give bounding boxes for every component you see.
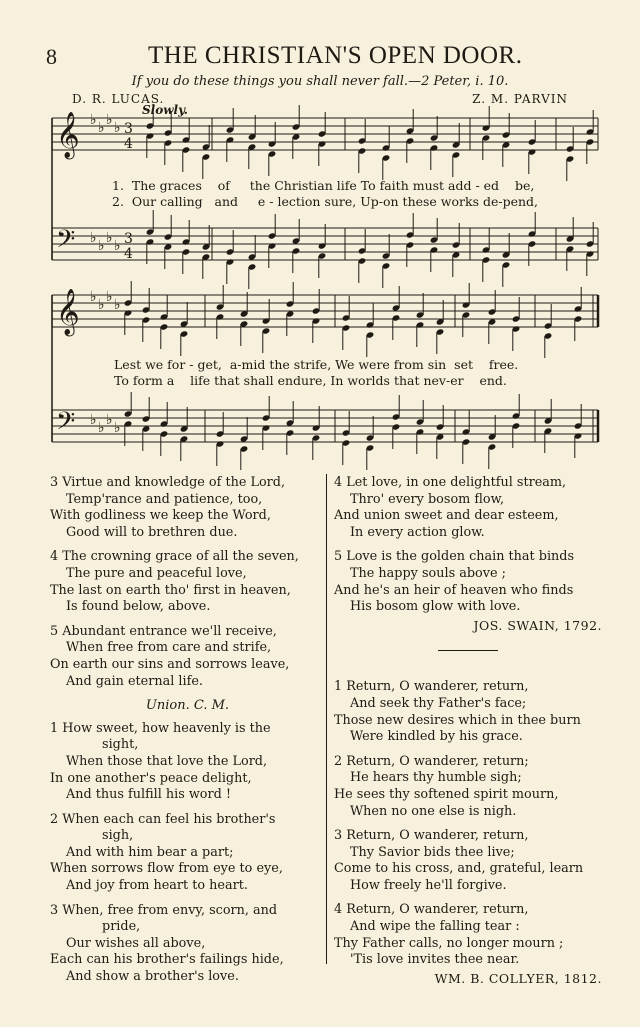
flat-icon: ♭ xyxy=(114,297,121,313)
verse-line: Good will to brethren due. xyxy=(66,524,238,540)
verse-line: The last on earth tho' first in heaven, xyxy=(50,582,291,598)
right-column xyxy=(334,475,602,987)
union-stanza-2 xyxy=(50,812,325,895)
verse-line: 5 Love is the golden chain that binds xyxy=(334,549,575,565)
flat-icon: ♭ xyxy=(90,412,97,428)
verse-line: 1 Return, O wanderer, return, xyxy=(334,679,529,695)
verse-line: In one another's peace delight, xyxy=(50,770,252,786)
verse-line: When no one else is nigh. xyxy=(350,803,517,819)
verse-line: In every action glow. xyxy=(350,524,485,540)
verse-line: 4 The crowning grace of all the seven, xyxy=(50,549,299,565)
verse-line: And joy from heart to heart. xyxy=(66,878,248,894)
verse-line: 3 Return, O wanderer, return, xyxy=(334,828,529,844)
verse-line: How freely he'll forgive. xyxy=(350,877,507,893)
stanza-5-right xyxy=(334,549,602,615)
verse-line: 4 Let love, in one delightful stream, xyxy=(334,475,567,490)
time-sig-bottom: 4 xyxy=(124,246,133,262)
verse-line: Temp'rance and patience, too, xyxy=(66,491,263,507)
verse-line: When free from care and strife, xyxy=(66,640,272,656)
flat-icon: ♭ xyxy=(106,112,113,128)
treble-clef-icon: 𝄞 xyxy=(56,289,80,335)
verse-line: Come to his cross, and, grateful, learn xyxy=(334,861,584,877)
flat-icon: ♭ xyxy=(98,238,105,254)
system1-verse1-lyric: 1. The graces of the Christian life To faith must add - ed be, xyxy=(112,178,535,193)
flat-icon: ♭ xyxy=(90,112,97,128)
verse-line: And thus fulfill his word ! xyxy=(66,787,232,803)
flat-icon: ♭ xyxy=(90,289,97,305)
verse-line: 3 Virtue and knowledge of the Lord, xyxy=(50,475,286,490)
flat-icon: ♭ xyxy=(114,120,121,136)
flat-icon: ♭ xyxy=(98,120,105,136)
bass-clef-icon: 𝄢 xyxy=(56,407,76,442)
music-score xyxy=(0,0,640,470)
column-divider xyxy=(326,474,327,964)
verse-line: And with him bear a part; xyxy=(66,844,234,860)
union-stanza-1 xyxy=(50,721,325,804)
verse-line: sight, xyxy=(102,737,139,753)
verse-line: Thy Savior bids thee live; xyxy=(350,844,515,860)
verse-line: 2 Return, O wanderer, return; xyxy=(334,753,529,769)
return-stanza-2 xyxy=(334,754,602,820)
left-column xyxy=(50,475,325,994)
flat-icon: ♭ xyxy=(106,230,113,246)
flat-icon: ♭ xyxy=(98,420,105,436)
union-title: Union. C. M. xyxy=(145,698,230,714)
system2-verse1-lyric: Lest we for - get, a-mid the strife, We were from sin set free. xyxy=(114,357,519,372)
verse-line: The pure and peaceful love, xyxy=(66,565,247,581)
attribution-collyer: WM. B. COLLYER, 1812. xyxy=(434,970,602,986)
verse-line: He hears thy humble sigh; xyxy=(350,770,522,786)
verse-line: On earth our sins and sorrows leave, xyxy=(50,656,290,672)
verse-line: And union sweet and dear esteem, xyxy=(334,508,559,524)
verse-line: And wipe the falling tear : xyxy=(350,919,520,935)
verse-line: The happy souls above ; xyxy=(350,565,506,581)
verse-line: When sorrows flow from eye to eye, xyxy=(50,861,283,877)
verse-line: pride, xyxy=(102,919,141,935)
flat-icon: ♭ xyxy=(106,289,113,305)
stanza-5 xyxy=(50,624,325,690)
return-stanza-4 xyxy=(334,902,602,968)
treble-clef-icon: 𝄞 xyxy=(56,112,80,158)
verse-line: Each can his brother's failings hide, xyxy=(50,952,284,968)
verse-line: 2 When each can feel his brother's xyxy=(50,811,276,827)
verse-line: sigh, xyxy=(102,828,134,844)
verse-line: And seek thy Father's face; xyxy=(350,695,527,711)
verse-line: Those new desires which in thee burn xyxy=(334,712,581,728)
flat-icon: ♭ xyxy=(114,238,121,254)
return-stanza-3 xyxy=(334,828,602,894)
verse-line: When those that love the Lord, xyxy=(66,753,268,769)
flat-icon: ♭ xyxy=(90,230,97,246)
stanza-4-right xyxy=(334,475,602,541)
verse-line: He sees thy softened spirit mourn, xyxy=(334,786,559,802)
time-sig-bottom: 4 xyxy=(124,136,133,152)
flat-icon: ♭ xyxy=(106,412,113,428)
flat-icon: ♭ xyxy=(98,297,105,313)
verse-line: Were kindled by his grace. xyxy=(350,729,523,745)
verse-line: 4 Return, O wanderer, return, xyxy=(334,902,529,918)
verse-line: Thy Father calls, no longer mourn ; xyxy=(334,935,564,951)
verse-line: 1 How sweet, how heavenly is the xyxy=(50,720,271,736)
hymn-title: THE CHRISTIAN'S OPEN DOOR. xyxy=(148,42,523,69)
verse-line: And show a brother's love. xyxy=(66,969,239,985)
composer-credit: D. R. LUCAS. xyxy=(72,92,165,106)
verse-line: Our wishes all above, xyxy=(66,935,206,951)
arranger-credit: Z. M. PARVIN xyxy=(472,92,568,106)
verse-line: And gain eternal life. xyxy=(66,673,203,689)
union-stanza-3 xyxy=(50,903,325,986)
section-divider xyxy=(438,650,498,651)
verse-line: Is found below, above. xyxy=(66,599,211,615)
tempo-marking: Slowly. xyxy=(142,103,188,117)
page-number: 8 xyxy=(46,44,57,69)
system2-verse2-lyric: To form a life that shall endure, In worlds that nev-er end. xyxy=(114,373,507,388)
flat-icon: ♭ xyxy=(114,420,121,436)
bass-clef-icon: 𝄢 xyxy=(56,225,76,260)
verse-line: Thro' every bosom flow, xyxy=(350,491,505,507)
staff-lines xyxy=(52,118,598,442)
music-notes xyxy=(124,104,595,470)
system1-verse2-lyric: 2. Our calling and e - lection sure, Up-on these works de-pend, xyxy=(112,194,539,209)
verse-line: And he's an heir of heaven who finds xyxy=(334,582,574,598)
return-stanza-1 xyxy=(334,679,602,745)
attribution-swain: JOS. SWAIN, 1792. xyxy=(473,617,602,633)
stanza-3 xyxy=(50,475,325,541)
verse-line: His bosom glow with love. xyxy=(350,599,521,615)
time-sig-top: 3 xyxy=(124,231,133,247)
verse-line: With godliness we keep the Word, xyxy=(50,508,271,524)
stanza-4 xyxy=(50,549,325,615)
clefs xyxy=(56,112,133,442)
verse-line: 3 When, free from envy, scorn, and xyxy=(50,902,278,918)
time-sig-top: 3 xyxy=(124,121,133,137)
epigraph: If you do these things you shall never fall.—2 Peter, i. 10. xyxy=(131,74,509,89)
verse-line: 'Tis love invites thee near. xyxy=(350,952,520,968)
verse-line: 5 Abundant entrance we'll receive, xyxy=(50,623,277,639)
